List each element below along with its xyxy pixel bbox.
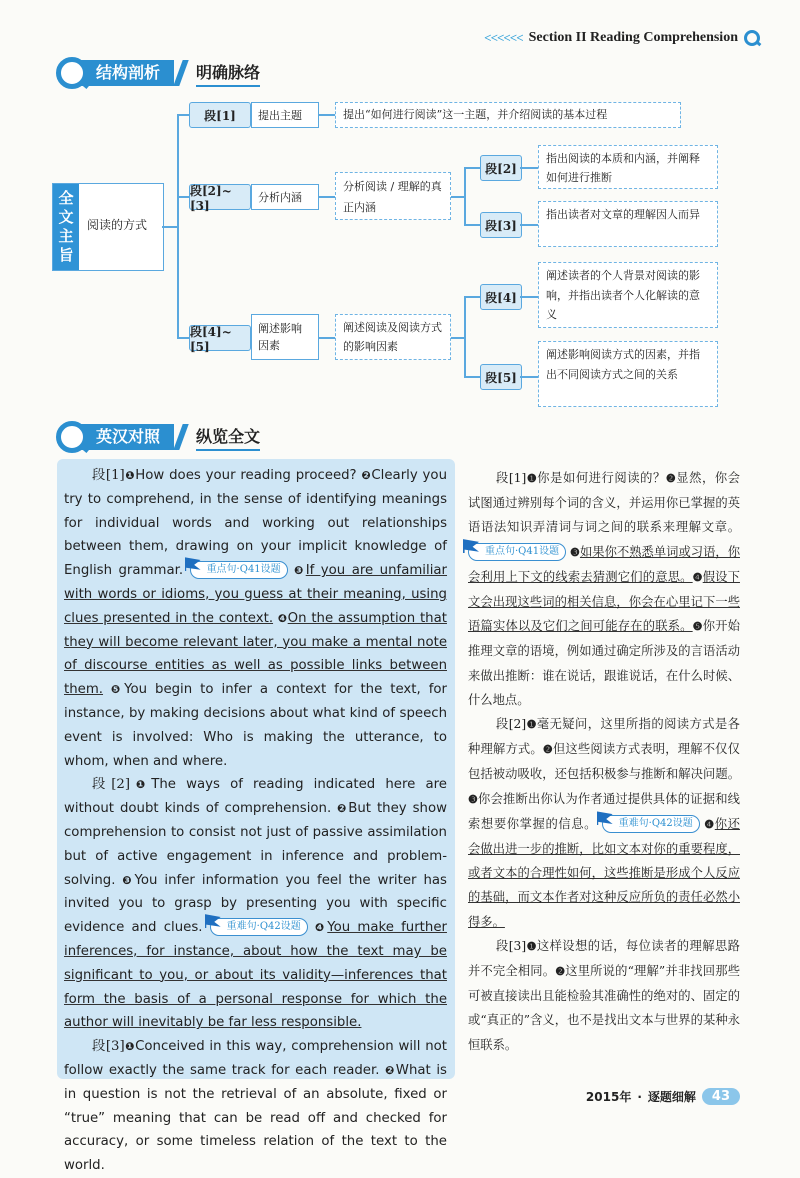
- difficult-sentence-flag: 重难句·Q42设题: [210, 918, 308, 936]
- sentence: 显然，你会试图通过辨别每个词的含义，并运用你已掌握的英语语法知识弄清词与词之间的联系来理解文章。: [468, 471, 740, 535]
- english-paragraph-2: [64, 773, 447, 1035]
- theme-char: 旨: [58, 246, 74, 264]
- connector: [520, 167, 538, 169]
- sentence-marker: ❹: [277, 611, 288, 625]
- page-number: 43: [702, 1088, 740, 1105]
- node-desc-p4-5: 阐述阅读及阅读方式的影响因素: [335, 314, 451, 360]
- theme-box: [52, 183, 164, 271]
- key-sentence-flag: 重点句·Q41设题: [190, 561, 288, 579]
- paragraph-number: 段[2]: [496, 717, 527, 732]
- sentence-marker: ❹: [314, 921, 328, 935]
- sentence-marker: ❷: [555, 965, 566, 979]
- connector: [451, 337, 465, 339]
- sentence: You infer information you feel the writer has invited you to grasp by presenting you with specific evidence and clues.: [64, 872, 447, 936]
- header-title: Section II Reading Comprehension: [528, 30, 738, 45]
- section-banner-structure: [56, 58, 260, 88]
- sentence-marker: ❶: [124, 469, 136, 482]
- chinese-paragraph-1: [468, 466, 740, 712]
- section-subtitle: 明确脉络: [196, 60, 260, 87]
- sentence: 你开始推理文章的语境，例如通过确定所涉及的言语活动来做出推断：谁在说话，跟谁说话，在什么时候、什么地点。: [468, 619, 740, 707]
- theme-text: 阅读的方式: [87, 218, 148, 232]
- segment-label-p1: 段[1]: [189, 102, 251, 128]
- sentence-marker: ❷: [361, 469, 372, 482]
- segment-label-p2: 段[2]: [480, 155, 522, 181]
- sentence: 你还会做出进一步的推断，比如文本对你的重要程度，或者文本的合理性如何，这些推断是形成个人反应的基础，而文本作者对这种反应所负的责任必然小得多。: [468, 816, 740, 929]
- magnifier-icon: [744, 30, 760, 46]
- connector: [177, 114, 189, 116]
- sentence: 你会推断出你认为作者通过提供具体的证据和线索想要你掌握的信息。: [468, 791, 740, 831]
- paragraph-number: 段[1]: [92, 468, 125, 483]
- segment-label-p4: 段[4]: [480, 284, 522, 310]
- footer-book: 逐题细解: [647, 1090, 696, 1104]
- footer-dot: ·: [637, 1089, 642, 1104]
- key-sentence-flag: 重点句·Q41设题: [468, 543, 566, 561]
- sentence: You make further inferences, for instance, about how the text may be significant to you, or about its validity—inferences that form the basis of a personal response for which the author will inevitably be far less responsible.: [64, 920, 447, 1031]
- sentence-marker: ❶: [124, 1040, 136, 1054]
- segment-label-p4-5: 段[4]~[5]: [189, 325, 251, 351]
- sentence-marker: ❸: [122, 873, 135, 887]
- sentence-marker: ❸: [468, 792, 479, 806]
- sentence: The ways of reading indicated here are without doubt kinds of comprehension.: [64, 777, 447, 817]
- connector: [162, 226, 178, 228]
- section-subtitle: 纵览全文: [196, 424, 260, 451]
- connector: [451, 196, 465, 198]
- sentence: On the assumption that they will become relevant later, you make a mental note of discourse entities as well as possible links between them.: [64, 610, 447, 698]
- chinese-paragraph-3: [468, 934, 740, 1057]
- sentence: What is in question is not the retrieval of an absolute, fixed or “true” meaning that can be read off and checked for accuracy, or some timeless relation of the text to the world.: [64, 1062, 447, 1174]
- connector: [319, 196, 335, 198]
- sentence-marker: ❸: [570, 545, 580, 559]
- sentence-marker: ❹: [704, 817, 715, 831]
- node-desc-p2: 指出阅读的本质和内涵，并阐释如何进行推断: [538, 145, 718, 189]
- sentence-marker: ❶: [526, 939, 537, 953]
- node-desc-p1: 提出“如何进行阅读”这一主题，并介绍阅读的基本过程: [335, 102, 681, 128]
- english-paragraph-3: [64, 1035, 447, 1178]
- connector: [520, 376, 538, 378]
- sentence-marker: ❺: [111, 683, 125, 697]
- sentence: 但这些阅读方式表明，理解不仅仅包括被动吸收，还包括积极参与推断和解决问题。: [468, 742, 740, 782]
- sentence: 这里所说的“理解”并非找回那些可被直接读出且能检验其准确性的绝对的、固定的或“真正的”含义，也不是找出文本与世界的某种永恒联系。: [468, 964, 740, 1052]
- sentence: If you are unfamiliar with words or idioms, you guess at their meaning, using clues presented in the context.: [64, 563, 448, 626]
- segment-label-p5: 段[5]: [480, 364, 522, 390]
- sentence: 假设下文会出现这些词的相关信息，你会在心里记下一些语篇实体以及它们之间可能存在的联系。: [468, 569, 740, 634]
- sentence: Clearly you try to comprehend, in the sense of identifying meanings for individual words and working out relationships between them, drawing on your implicit knowledge of English grammar.: [64, 468, 447, 579]
- sentence-marker: ❷: [542, 743, 553, 757]
- paragraph-number: 段[3]: [92, 1039, 125, 1055]
- connector: [319, 337, 335, 339]
- paragraph-number: 段[2]: [92, 777, 131, 793]
- node-label-p1: 提出主题: [251, 102, 319, 128]
- english-text: [64, 464, 447, 1178]
- page-footer: [586, 1088, 740, 1105]
- difficult-sentence-flag: 重难句·Q42设题: [602, 815, 700, 833]
- connector: [520, 224, 538, 226]
- connector: [464, 376, 480, 378]
- sentence: How does your reading proceed?: [135, 468, 357, 483]
- english-paragraph-1: [64, 464, 447, 773]
- connector: [177, 114, 179, 338]
- sentence-marker: ❷: [337, 802, 349, 816]
- connector: [464, 224, 480, 226]
- section-title: 英汉对照: [78, 424, 174, 450]
- sentence-marker: ❹: [692, 570, 703, 584]
- connector: [177, 337, 189, 339]
- banner-divider: [173, 424, 188, 450]
- sentence-marker: ❸: [294, 564, 306, 578]
- sentence-marker: ❷: [665, 472, 677, 485]
- connector: [464, 296, 466, 377]
- connector: [177, 196, 189, 198]
- sentence: You begin to infer a context for the text, for instance, by making decisions about what kind of speech event is involved: Who is making the utterance, to whom, when and where.: [64, 682, 447, 769]
- banner-divider: [173, 60, 188, 86]
- theme-char: 文: [58, 208, 74, 226]
- sentence: 如果你不熟悉单词或习语，你会利用上下文的线索去猜测它们的意思。: [468, 544, 740, 584]
- magnifier-icon: [56, 421, 88, 453]
- theme-vertical-label: [53, 184, 79, 270]
- connector: [319, 114, 335, 116]
- running-header: [484, 30, 760, 46]
- sentence-marker: ❺: [692, 620, 703, 634]
- chinese-text: [468, 466, 740, 1057]
- paragraph-number: 段[3]: [496, 938, 527, 953]
- sentence: 这样设想的话，每位读者的理解思路并不完全相同。: [468, 938, 740, 979]
- connector: [520, 296, 538, 298]
- footer-year: 2015年: [585, 1090, 632, 1104]
- sentence-marker: ❶: [526, 718, 537, 732]
- segment-label-p3: 段[3]: [480, 212, 522, 238]
- segment-label-p2-3: 段[2]~[3]: [189, 184, 251, 210]
- connector: [464, 167, 466, 225]
- connector: [464, 296, 480, 298]
- node-desc-p4: 阐述读者的个人背景对阅读的影响，并指出读者个人化解读的意义: [538, 262, 718, 328]
- chinese-paragraph-2: [468, 712, 740, 934]
- theme-char: 主: [58, 227, 74, 245]
- theme-char: 全: [58, 189, 74, 207]
- node-desc-p5: 阐述影响阅读方式的因素，并指出不同阅读方式之间的关系: [538, 341, 718, 407]
- section-banner-bilingual: [56, 422, 260, 452]
- sentence-marker: ❷: [385, 1063, 396, 1077]
- sentence-marker: ❶: [130, 778, 152, 792]
- connector: [464, 167, 480, 169]
- node-label-p2-3: 分析内涵: [251, 184, 319, 210]
- sentence: Conceived in this way, comprehension will not follow exactly the same track for each reader.: [64, 1039, 447, 1078]
- paragraph-number: 段[1]: [496, 471, 527, 485]
- node-desc-p2-3: 分析阅读 / 理解的真正内涵: [335, 172, 451, 220]
- sentence: 你是如何进行阅读的？: [537, 471, 666, 485]
- sentence: But they show comprehension to consist not just of passive assimilation but of active engagement in inference and problem-solving.: [64, 801, 447, 888]
- section-title: 结构剖析: [78, 60, 174, 86]
- sentence-marker: ❶: [526, 472, 538, 485]
- magnifier-icon: [56, 57, 88, 89]
- node-desc-p3: 指出读者对文章的理解因人而异: [538, 201, 718, 247]
- sentence: 毫无疑问，这里所指的阅读方式是各种理解方式。: [468, 717, 740, 757]
- node-label-p4-5: 阐述影响因素: [251, 314, 319, 360]
- arrows-icon: <<<<<<: [484, 30, 523, 45]
